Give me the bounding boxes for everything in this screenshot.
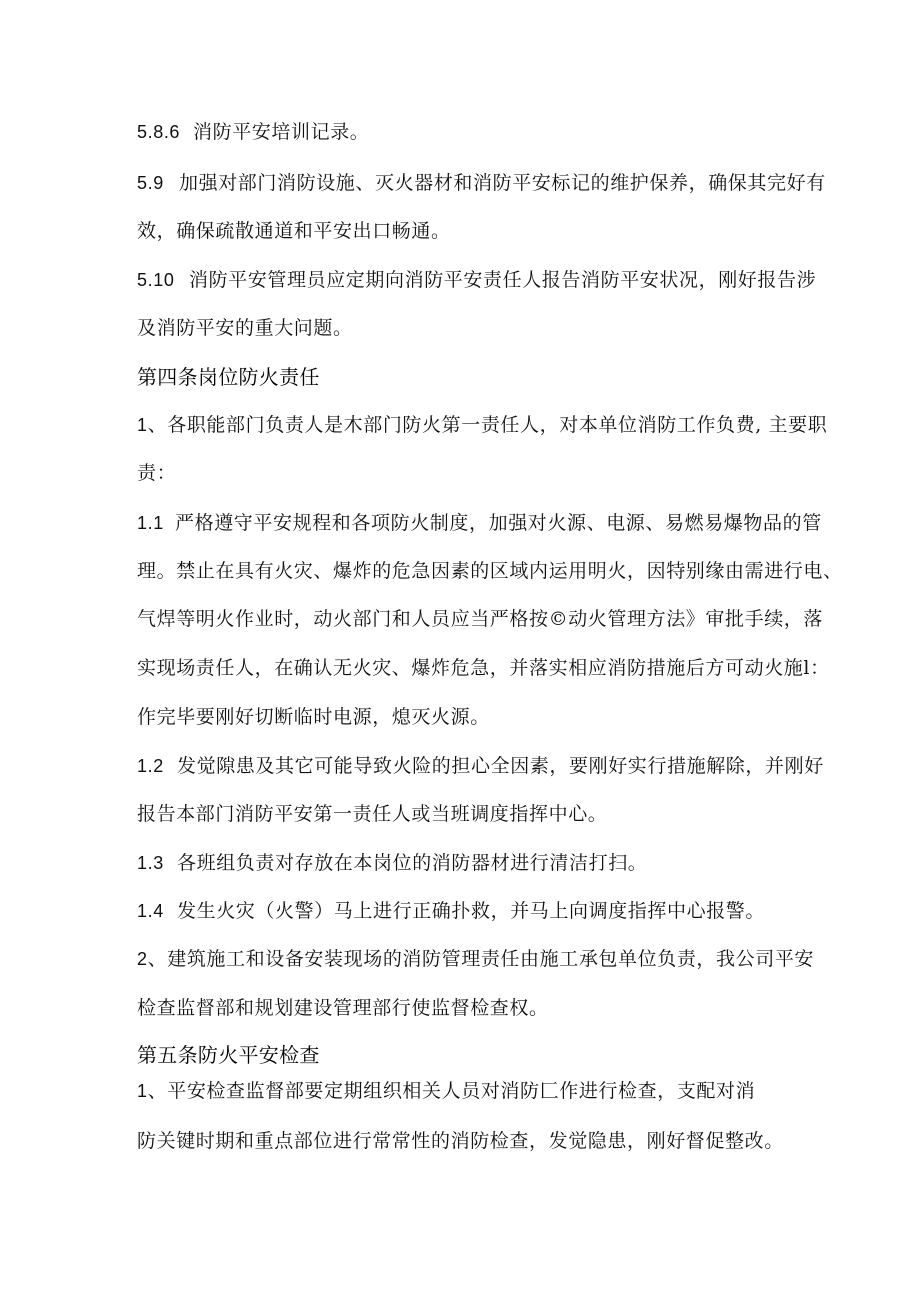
paragraph-line: 防关键时期和重点部位进行常常性的消防检查，发觉隐患，刚好督促整改。 [137,1130,784,1152]
paragraph-line: 1.2 发觉隙患及其它可能导致火险的担心全因素，要刚好实行措施解除，并刚好 [137,755,824,777]
paragraph-line: 1、平安检查监督部要定期组织相关人员对消防匚作进行检查，支配对消 [137,1080,756,1102]
paragraph-line: 报告本部门消防平安第一责任人或当班调度指挥中心。 [137,803,608,825]
paragraph-line: 气焊等明火作业时，动火部门和人员应当严格按©动火管理方法》审批手续，落 [137,608,824,630]
paragraph-line: 1、各职能部门负责人是木部门防火第一责任人，对本单位消防工作负费, 主要职 [137,414,828,436]
paragraph-line: 1.1 严格遵守平安规程和各项防火制度，加强对火源、电源、易燃易爆物品的管 [137,512,822,534]
paragraph-line: 5.8.6 消防平安培训记录。 [137,121,370,143]
paragraph-line: 责： [137,462,177,484]
paragraph-line: 作完毕要刚好切断临时电源，熄灭火源。 [137,706,490,728]
paragraph-line: 1.3 各班组负责对存放在本岗位的消防器材进行清洁打扫。 [137,852,648,874]
paragraph-line: 5.9 加强对部门消防设施、灭火器材和消防平安标记的维护保养，确保其完好有 [137,172,826,194]
paragraph-line: 检查监督部和规划建设管理部行使监督检查权。 [137,997,549,1019]
paragraph-line: 理。禁止在具有火灾、爆炸的危急因素的区域内运用明火，因特别缘由需进行电、 [137,560,843,582]
section-heading: 第五条防火平安检查 [137,1043,320,1067]
paragraph-line: 效，确保疏散通道和平安出口畅通。 [137,220,451,242]
section-heading: 第四条岗位防火责任 [137,365,320,389]
paragraph-line: 2、建筑施工和设备安装现场的消防管理责任由施工承包单位负责，我公司平安 [137,948,815,970]
paragraph-line: 实现场责任人，在确认无火灾、爆炸危急，并落实相应消防措施后方可动火施l： [137,657,830,679]
paragraph-line: 及消防平安的重大问题。 [137,317,353,339]
paragraph-line: 5.10 消防平安管理员应定期向消防平安责任人报告消防平安状况，刚好报告涉 [137,269,817,291]
paragraph-line: 1.4 发生火灾（火警）马上进行正确扑救，并马上向调度指挥中心报警。 [137,900,766,922]
